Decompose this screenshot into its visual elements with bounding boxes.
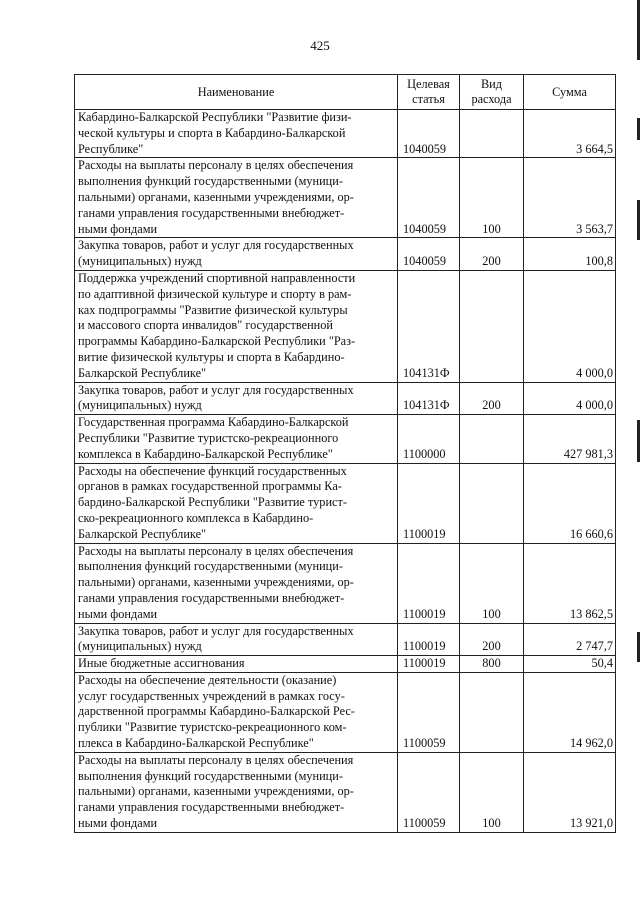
cell-type: 100 — [460, 543, 524, 623]
table-row — [75, 382, 616, 415]
cell-name-line: Республики "Развитие туристско-рекреационного — [78, 430, 339, 445]
cell-code: 1040059 — [398, 238, 460, 271]
cell-name-line: Расходы на выплаты персоналу в целях обеспечения — [78, 543, 354, 558]
header-name: Наименование — [75, 75, 398, 110]
cell-code: 1040059 — [398, 110, 460, 158]
cell-type — [460, 463, 524, 543]
cell-sum: 13 921,0 — [524, 752, 616, 832]
cell-sum: 4 000,0 — [524, 382, 616, 415]
cell-code: 1100019 — [398, 656, 460, 673]
cell-name-line: выполнения функций государственными (муници- — [78, 174, 343, 189]
table-row — [75, 752, 616, 832]
table-row — [75, 415, 616, 463]
table-row — [75, 656, 616, 673]
cell-name-line: ско-рекреационного комплекса в Кабардино- — [78, 510, 314, 525]
cell-name-line: ными фондами — [78, 221, 158, 236]
cell-name-line: плекса в Кабардино-Балкарской Республике" — [78, 736, 314, 751]
table-row — [75, 270, 616, 382]
header-type: Вид расхода — [460, 75, 524, 110]
header-sum: Сумма — [524, 75, 616, 110]
cell-name-line: витие физической культуры и спорта в Кабардино- — [78, 349, 345, 364]
cell-sum: 427 981,3 — [524, 415, 616, 463]
cell-code: 1100059 — [398, 752, 460, 832]
cell-name-line: ганами управления государственными внебюджет- — [78, 205, 345, 220]
cell-name-line: Республике" — [78, 141, 144, 156]
table-row — [75, 158, 616, 238]
cell-name — [75, 382, 398, 415]
cell-name-line: по адаптивной физической культуре и спорту в рам- — [78, 286, 352, 301]
cell-sum: 100,8 — [524, 238, 616, 271]
cell-name-line: выполнения функций государственными (муници- — [78, 768, 343, 783]
cell-name-line: (муниципальных) нужд — [78, 254, 202, 269]
cell-name — [75, 656, 398, 673]
cell-name-line: Расходы на выплаты персоналу в целях обеспечения — [78, 752, 354, 767]
cell-code: 104131Ф — [398, 382, 460, 415]
cell-type: 200 — [460, 623, 524, 656]
cell-name-line: Иные бюджетные ассигнования — [78, 656, 245, 671]
cell-name-line: услуг государственных учреждений в рамках госу- — [78, 688, 345, 703]
cell-name-line: программы Кабардино-Балкарской Республики "Раз- — [78, 334, 356, 349]
cell-name-line: Поддержка учреждений спортивной направленности — [78, 270, 356, 285]
cell-name-line: ках подпрограммы "Развитие физической культуры — [78, 302, 348, 317]
cell-type: 200 — [460, 238, 524, 271]
cell-code: 1100019 — [398, 623, 460, 656]
cell-name-line: Расходы на выплаты персоналу в целях обеспечения — [78, 158, 354, 173]
table-row — [75, 623, 616, 656]
cell-type — [460, 270, 524, 382]
cell-name-line: (муниципальных) нужд — [78, 639, 202, 654]
cell-code: 1100019 — [398, 463, 460, 543]
cell-type: 100 — [460, 752, 524, 832]
cell-name-line: дарственной программы Кабардино-Балкарской Рес- — [78, 704, 355, 719]
table-row — [75, 238, 616, 271]
header-code: Целевая статья — [398, 75, 460, 110]
cell-name-line: публики "Развитие туристско-рекреационного ком- — [78, 720, 347, 735]
cell-name-line: ными фондами — [78, 816, 158, 831]
cell-type: 800 — [460, 656, 524, 673]
cell-type — [460, 415, 524, 463]
cell-sum: 50,4 — [524, 656, 616, 673]
cell-name-line: пальными) органами, казенными учреждениями, ор- — [78, 784, 354, 799]
cell-type: 100 — [460, 158, 524, 238]
cell-name — [75, 110, 398, 158]
cell-name — [75, 752, 398, 832]
cell-name-line: Расходы на обеспечение функций государственных — [78, 463, 347, 478]
cell-name — [75, 672, 398, 752]
cell-sum: 2 747,7 — [524, 623, 616, 656]
cell-code: 1040059 — [398, 158, 460, 238]
cell-type — [460, 672, 524, 752]
cell-name-line: Государственная программа Кабардино-Балкарской — [78, 415, 349, 430]
cell-name-line: органов в рамках государственной программы Ка- — [78, 479, 342, 494]
cell-code: 1100059 — [398, 672, 460, 752]
cell-name-line: ными фондами — [78, 606, 158, 621]
cell-name-line: Балкарской Республике" — [78, 526, 207, 541]
cell-sum: 13 862,5 — [524, 543, 616, 623]
cell-name — [75, 463, 398, 543]
cell-code: 104131Ф — [398, 270, 460, 382]
cell-name-line: Закупка товаров, работ и услуг для государственных — [78, 623, 354, 638]
cell-sum: 14 962,0 — [524, 672, 616, 752]
cell-name-line: ганами управления государственными внебюджет- — [78, 590, 345, 605]
cell-type — [460, 110, 524, 158]
table-row — [75, 543, 616, 623]
table-row — [75, 463, 616, 543]
cell-name — [75, 238, 398, 271]
cell-sum: 16 660,6 — [524, 463, 616, 543]
cell-name — [75, 415, 398, 463]
cell-name-line: ческой культуры и спорта в Кабардино-Балкарской — [78, 125, 346, 140]
cell-sum: 3 664,5 — [524, 110, 616, 158]
cell-name-line: пальными) органами, казенными учреждениями, ор- — [78, 189, 354, 204]
cell-sum: 3 563,7 — [524, 158, 616, 238]
cell-name-line: (муниципальных) нужд — [78, 398, 202, 413]
cell-name — [75, 158, 398, 238]
cell-name — [75, 270, 398, 382]
cell-name-line: и массового спорта инвалидов" государственной — [78, 318, 333, 333]
table-row — [75, 672, 616, 752]
cell-code: 1100019 — [398, 543, 460, 623]
page-number: 425 — [310, 38, 330, 53]
cell-name-line: Балкарской Республике" — [78, 365, 207, 380]
cell-name-line: Расходы на обеспечение деятельности (оказание) — [78, 672, 337, 687]
cell-type: 200 — [460, 382, 524, 415]
cell-name-line: Кабардино-Балкарской Республики "Развитие физи- — [78, 110, 352, 124]
cell-name-line: пальными) органами, казенными учреждениями, ор- — [78, 575, 354, 590]
cell-name-line: бардино-Балкарской Республики "Развитие турист- — [78, 495, 347, 510]
cell-name-line: выполнения функций государственными (муници- — [78, 559, 343, 574]
cell-name-line: ганами управления государственными внебюджет- — [78, 800, 345, 815]
table-header-row — [75, 75, 616, 110]
cell-name-line: Закупка товаров, работ и услуг для государственных — [78, 238, 354, 253]
cell-name — [75, 543, 398, 623]
cell-name-line: комплекса в Кабардино-Балкарской Республике" — [78, 446, 333, 461]
table-row — [75, 110, 616, 158]
cell-name — [75, 623, 398, 656]
cell-code: 1100000 — [398, 415, 460, 463]
cell-name-line: Закупка товаров, работ и услуг для государственных — [78, 382, 354, 397]
table-body — [75, 110, 616, 833]
budget-table — [74, 74, 616, 833]
cell-sum: 4 000,0 — [524, 270, 616, 382]
